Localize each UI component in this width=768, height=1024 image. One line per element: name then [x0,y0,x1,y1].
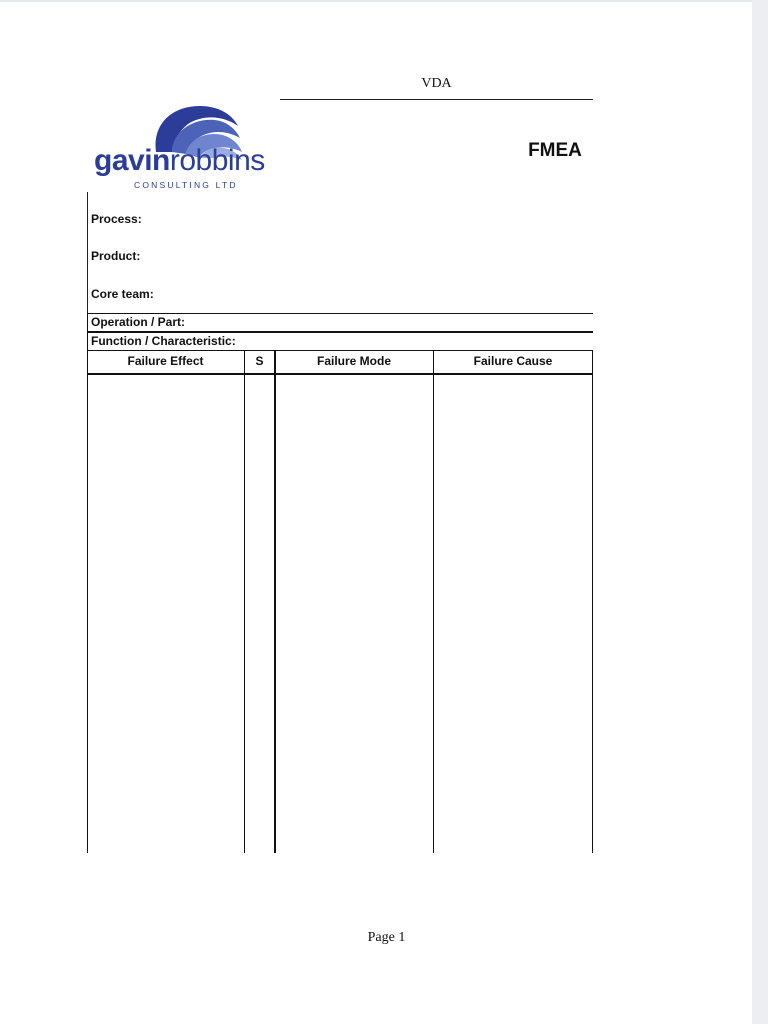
column-header-failure-effect: Failure Effect [127,354,204,368]
core-team-label: Core team: [91,287,154,301]
column-header-severity: S [255,354,264,368]
top-border [0,0,752,2]
header-rule [280,99,593,100]
table-top-border [87,350,593,351]
logo-name-light: robbins [169,144,265,177]
viewer-gutter [752,0,768,1024]
function-characteristic-row [87,333,593,351]
table-column-divider [244,350,245,853]
fmea-table [87,350,593,853]
table-column-divider [433,350,434,853]
company-logo [92,102,282,194]
column-header-failure-cause: Failure Cause [473,354,553,368]
left-border [87,192,88,314]
logo-name-bold: gavin [94,144,170,177]
column-header-failure-mode: Failure Mode [316,354,391,368]
table-column-divider [274,350,276,853]
table-header-border [87,373,593,375]
operation-part-label: Operation / Part: [91,315,186,329]
header-title: VDA [421,76,452,91]
table-column-divider [87,350,88,853]
document-title: FMEA [528,140,582,161]
product-label: Product: [91,249,141,263]
table-column-divider [592,350,593,853]
operation-part-row [87,314,593,332]
function-characteristic-label: Function / Characteristic: [91,334,236,348]
logo-subtitle: CONSULTING LTD [134,180,238,190]
page-number: Page 1 [367,930,406,945]
process-label: Process: [91,212,142,226]
logo-wordmark [94,146,265,176]
